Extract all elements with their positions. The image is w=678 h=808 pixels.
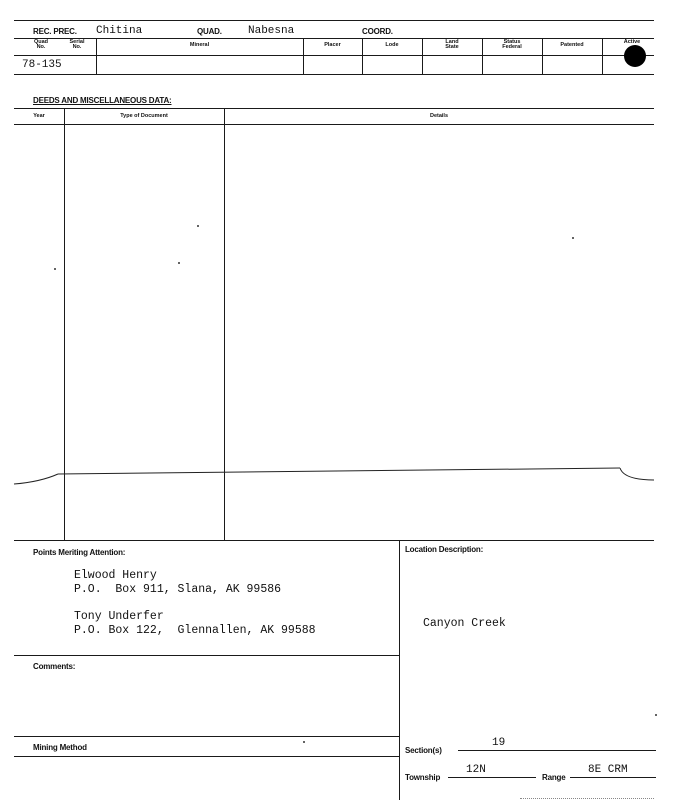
township-value: 12N	[466, 764, 486, 776]
quad-no-value: 78-135	[22, 59, 62, 71]
mining-bottom-line	[14, 756, 399, 757]
speck	[655, 714, 657, 716]
mining-top-line	[14, 736, 399, 737]
col-header-quad-no: Quad No.	[33, 39, 49, 50]
table-header-bottom-line	[14, 55, 654, 56]
deeds-col-type: Type of Document	[120, 113, 168, 119]
township-underline	[448, 777, 536, 778]
col-header-serial-no: Serial No.	[69, 39, 85, 50]
deeds-bottom-line	[14, 540, 654, 541]
deeds-header-line	[14, 124, 654, 125]
col-header-land-state: Land State	[445, 39, 459, 50]
section-label: Section(s)	[405, 746, 442, 755]
page-seam	[0, 460, 678, 500]
speck	[572, 237, 574, 239]
township-label: Township	[405, 773, 441, 782]
speck	[54, 268, 56, 270]
table-bottom-line	[14, 74, 654, 75]
contact-name-1: Elwood Henry	[74, 569, 157, 582]
top-rule	[14, 20, 654, 21]
lower-divider	[399, 540, 400, 800]
section-value: 19	[492, 737, 506, 749]
deeds-col-year: Year	[33, 113, 45, 119]
range-value: 8E CRM	[588, 764, 628, 776]
deeds-title: DEEDS AND MISCELLANEOUS DATA:	[33, 96, 172, 105]
speck	[178, 262, 180, 264]
deeds-col-details: Details	[429, 113, 449, 119]
range-label: Range	[542, 773, 566, 782]
comments-top-line	[14, 655, 399, 656]
contact-address-2: P.O. Box 122, Glennallen, AK 99588	[74, 624, 316, 637]
col-header-patented: Patented	[560, 42, 584, 48]
comments-label: Comments:	[33, 662, 76, 671]
col-header-lode: Lode	[385, 42, 399, 48]
points-label: Points Meriting Attention:	[33, 548, 126, 557]
location-value: Canyon Creek	[423, 617, 506, 630]
rec-prec-label: REC. PREC.	[33, 27, 77, 36]
scan-artifact	[520, 798, 654, 800]
range-underline	[570, 777, 656, 778]
col-header-mineral: Mineral	[189, 42, 210, 48]
table-top-line	[14, 38, 654, 39]
col-header-placer: Placer	[324, 42, 341, 48]
contact-address-1: P.O. Box 911, Slana, AK 99586	[74, 583, 282, 596]
rec-prec-value: Chitina	[96, 25, 143, 37]
speck	[197, 225, 199, 227]
col-header-status-federal: Status Federal	[502, 39, 522, 50]
deeds-top-line	[14, 108, 654, 109]
quad-label: QUAD.	[197, 27, 222, 36]
col-header-active: Active	[623, 39, 641, 45]
col-divider	[602, 38, 603, 74]
quad-value: Nabesna	[248, 25, 295, 37]
mining-label: Mining Method	[33, 743, 87, 752]
speck	[303, 741, 305, 743]
contact-name-2: Tony Underfer	[74, 610, 164, 623]
binder-hole	[624, 45, 646, 67]
section-underline	[458, 750, 656, 751]
coord-label: COORD.	[362, 27, 393, 36]
location-label: Location Description:	[405, 545, 484, 554]
